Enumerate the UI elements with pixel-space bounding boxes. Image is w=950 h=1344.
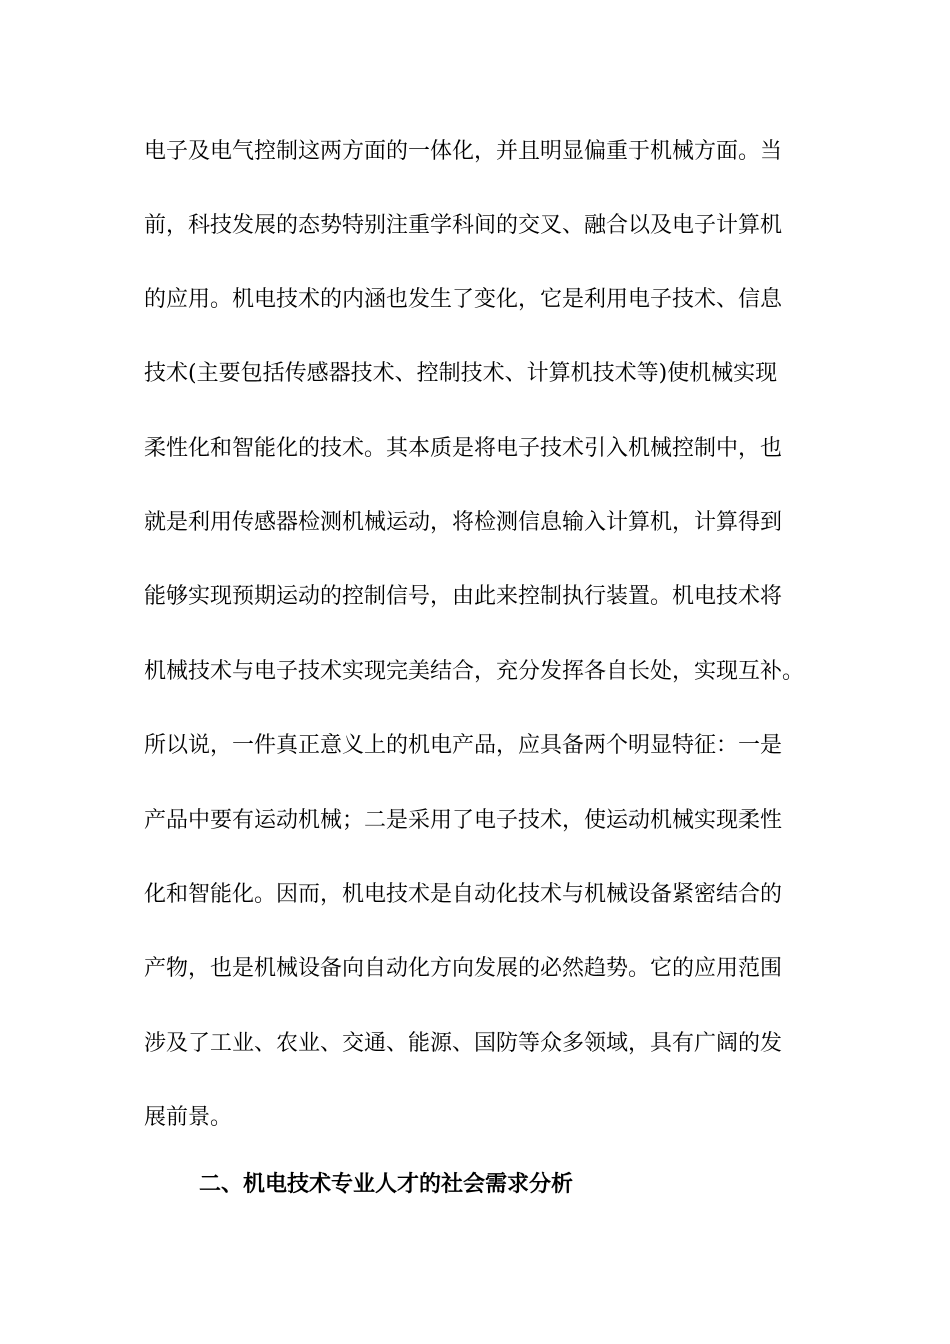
paragraph-line: 柔性化和智能化的技术。其本质是将电子技术引入机械控制中，也 <box>144 436 783 461</box>
paragraph-line: 机械技术与电子技术实现完美结合，充分发挥各自长处，实现互补。 <box>144 659 805 684</box>
paragraph-line: 能够实现预期运动的控制信号，由此来控制执行装置。机电技术将 <box>144 584 783 609</box>
paragraph-line: 前，科技发展的态势特别注重学科间的交叉、融合以及电子计算机 <box>144 213 783 238</box>
paragraph-line: 的应用。机电技术的内涵也发生了变化，它是利用电子技术、信息 <box>144 287 783 312</box>
paragraph-line: 技术(主要包括传感器技术、控制技术、计算机技术等)使机械实现 <box>144 361 778 386</box>
paragraph-line: 所以说，一件真正意义上的机电产品，应具备两个明显特征：一是 <box>144 733 783 758</box>
paragraph-line: 展前景。 <box>144 1105 233 1130</box>
paragraph-line: 化和智能化。因而，机电技术是自动化技术与机械设备紧密结合的 <box>144 882 783 907</box>
paragraph-line: 产品中要有运动机械；二是采用了电子技术，使运动机械实现柔性 <box>144 808 783 833</box>
section-heading: 二、机电技术专业人才的社会需求分析 <box>199 1172 574 1197</box>
paragraph-line: 就是利用传感器检测机械运动，将检测信息输入计算机，计算得到 <box>144 510 783 535</box>
paragraph-line: 产物，也是机械设备向自动化方向发展的必然趋势。它的应用范围 <box>144 956 783 981</box>
paragraph-line: 涉及了工业、农业、交通、能源、国防等众多领域，具有广阔的发 <box>144 1031 783 1056</box>
paragraph-line: 电子及电气控制这两方面的一体化，并且明显偏重于机械方面。当 <box>144 139 783 164</box>
